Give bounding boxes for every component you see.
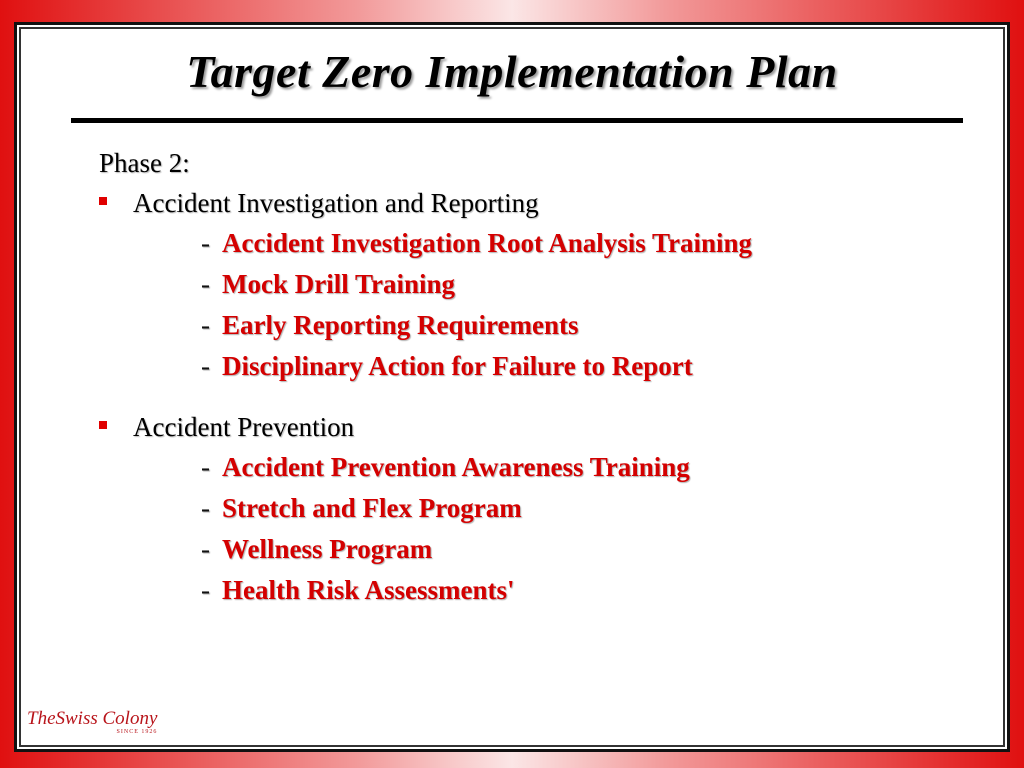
sub-item-text: Mock Drill Training — [222, 269, 456, 299]
slide — [14, 22, 1010, 752]
dash-mark: - — [201, 351, 210, 381]
sub-item — [99, 447, 967, 488]
logo-wordmark: TheSwiss Colony — [27, 708, 158, 729]
bullet-heading-prevention — [99, 407, 967, 447]
group-spacer — [99, 387, 967, 407]
slide-content — [99, 143, 967, 611]
square-bullet-icon — [99, 197, 107, 205]
sub-item — [99, 529, 967, 570]
dash-mark: - — [201, 493, 210, 523]
dash-mark: - — [201, 310, 210, 340]
logo-since: SINCE 1926 — [116, 729, 158, 735]
sub-item-text: Health Risk Assessments' — [222, 575, 515, 605]
phase-label: Phase 2: — [99, 148, 190, 178]
title-divider — [71, 118, 963, 123]
sub-item — [99, 488, 967, 529]
sub-item — [99, 305, 967, 346]
sub-item-text: Wellness Program — [222, 534, 433, 564]
sub-item-text: Early Reporting Requirements — [222, 310, 579, 340]
company-logo — [27, 709, 157, 735]
dash-mark: - — [201, 575, 210, 605]
bullet-heading-investigation — [99, 183, 967, 223]
bullet-heading-text: Accident Investigation and Reporting — [133, 187, 539, 218]
sub-item — [99, 264, 967, 305]
sub-item — [99, 570, 967, 611]
dash-mark: - — [201, 452, 210, 482]
bullet-heading-text: Accident Prevention — [133, 411, 355, 442]
sub-item-text: Accident Investigation Root Analysis Training — [222, 228, 753, 258]
sub-item-text: Disciplinary Action for Failure to Report — [222, 351, 693, 381]
slide-title: Target Zero Implementation Plan — [186, 46, 838, 97]
dash-mark: - — [201, 228, 210, 258]
dash-mark: - — [201, 534, 210, 564]
sub-item-text: Stretch and Flex Program — [222, 493, 522, 523]
sub-item — [99, 346, 967, 387]
square-bullet-icon — [99, 421, 107, 429]
sub-item-text: Accident Prevention Awareness Training — [222, 452, 690, 482]
sub-item — [99, 223, 967, 264]
dash-mark: - — [201, 269, 210, 299]
